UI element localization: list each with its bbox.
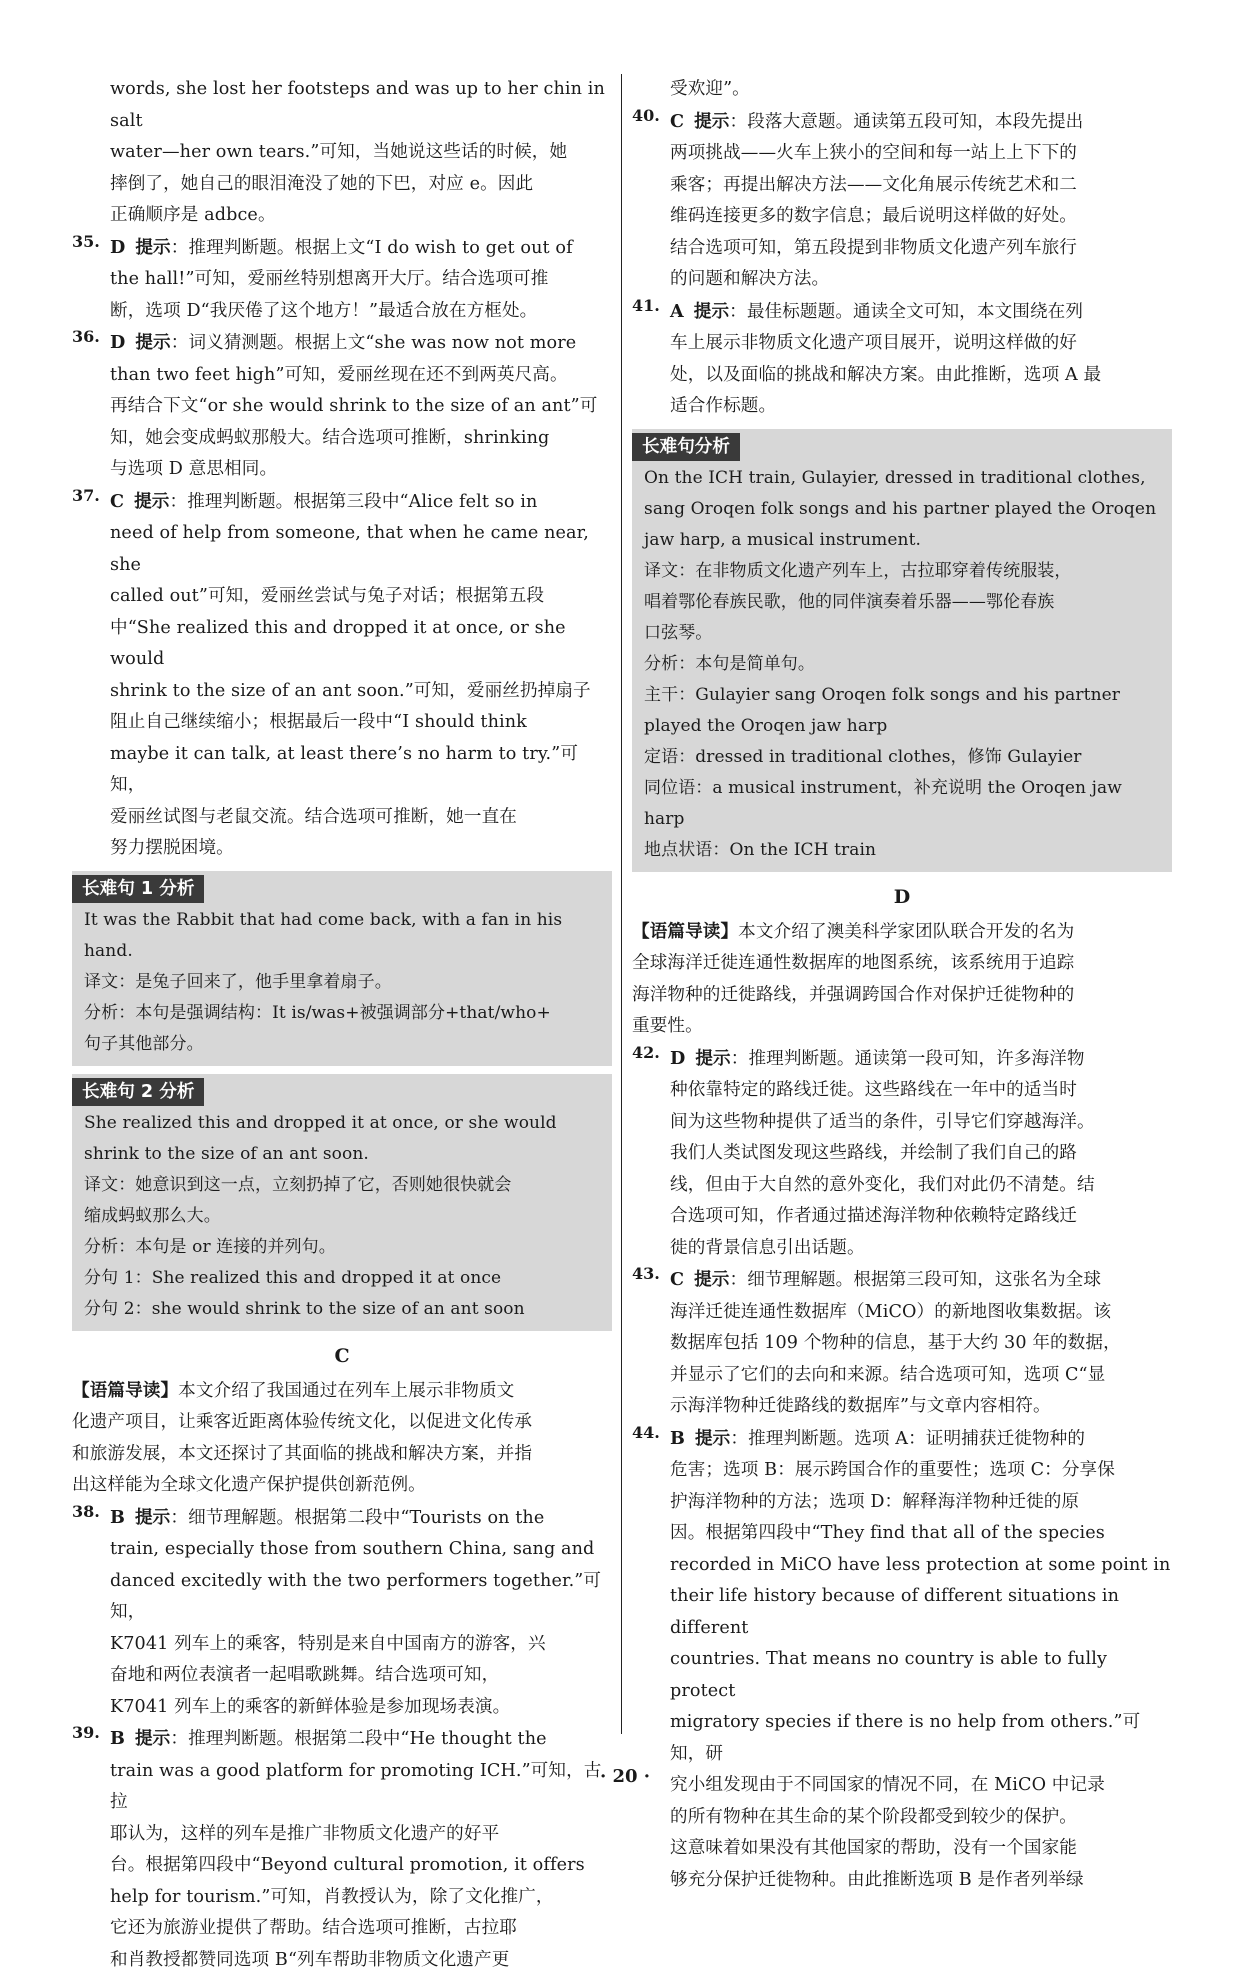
- text-line: 处，以及面临的挑战和解决方案。由此推断，选项 A 最: [670, 360, 1172, 392]
- text-line: 和旅游发展，本文还探讨了其面临的挑战和解决方案，并指: [72, 1439, 612, 1471]
- text-line: 36.: [72, 327, 100, 346]
- text-line: 44.: [632, 1423, 660, 1442]
- text-line: 够充分保护迁徙物种。由此推断选项 B 是作者列举绿: [670, 1865, 1172, 1897]
- text-line: ：段落大意题。通读第五段可知，本段先提出: [730, 112, 1084, 132]
- text-line: 本文介绍了澳美科学家团队联合开发的名为: [738, 922, 1074, 942]
- text-line: 提示: [695, 1048, 730, 1069]
- text-line: 海洋物种的迁徙路线，并强调跨国合作对保护迁徙物种的: [632, 980, 1172, 1012]
- sentence-analysis-box-3: [632, 429, 1172, 872]
- text-line: 提示: [135, 332, 170, 353]
- column-divider: [621, 74, 622, 1734]
- text-line: called out”可知，爱丽丝尝试与兔子对话；根据第五段: [110, 581, 612, 613]
- text-line: 适合作标题。: [670, 391, 1172, 423]
- text-line: 35.: [72, 232, 100, 251]
- sentence-analysis-box-2: [72, 1074, 612, 1331]
- answer-37: [72, 486, 612, 865]
- text-line: ：最佳标题题。通读全文可知，本文围绕在列: [729, 302, 1083, 322]
- left-column: [72, 74, 612, 1976]
- text-line: 全球海洋迁徙连通性数据库的地图系统，该系统用于追踪: [632, 948, 1172, 980]
- text-line: C: [670, 1269, 684, 1290]
- text-line: 【语篇导读】: [72, 1380, 178, 1401]
- text-line: 出这样能为全球文化遗产保护提供创新范例。: [72, 1470, 612, 1502]
- sentence-analysis-box-1: [72, 871, 612, 1066]
- text-line: 地点状语：On the ICH train: [644, 835, 1160, 866]
- passage-guide-d: [632, 916, 1172, 1043]
- text-line: 提示: [135, 237, 170, 258]
- text-line: 因。根据第四段中“They find that all of the species: [670, 1518, 1172, 1550]
- text-line: 与选项 D 意思相同。: [110, 454, 612, 486]
- section-heading-c: C: [72, 1339, 612, 1373]
- text-line: ：推理判断题。根据第三段中“Alice felt so in: [170, 492, 538, 512]
- text-line: the hall!”可知，爱丽丝特别想离开大厅。结合选项可推: [110, 264, 612, 296]
- box-title: 长难句分析: [632, 433, 740, 461]
- text-line: 和肖教授都赞同选项 B“列车帮助非物质文化遗产更: [110, 1945, 612, 1976]
- text-line: water—her own tears.”可知，当她说这些话的时候，她: [110, 137, 612, 169]
- text-line: 维码连接更多的数字信息；最后说明这样做的好处。: [670, 201, 1172, 233]
- text-line: 究小组发现由于不同国家的情况不同，在 MiCO 中记录: [670, 1770, 1172, 1802]
- text-line: ：推理判断题。选项 A：证明捕获迁徙物种的: [730, 1429, 1085, 1449]
- text-line: 提示: [694, 111, 729, 132]
- text-line: 的所有物种在其生命的某个阶段都受到较少的保护。: [670, 1802, 1172, 1834]
- text-line: 海洋迁徙连通性数据库（MiCO）的新地图收集数据。该: [670, 1297, 1172, 1329]
- text-line: shrink to the size of an ant soon.”可知，爱丽丝扔掉扇子: [110, 676, 612, 708]
- text-line: shrink to the size of an ant soon.: [84, 1139, 600, 1170]
- page-number: · 20 ·: [0, 1766, 1250, 1787]
- passage-guide-c: [72, 1375, 612, 1502]
- text-line: 它还为旅游业提供了帮助。结合选项可推断，古拉耶: [110, 1913, 612, 1945]
- text-line: 数据库包括 109 个物种的信息，基于大约 30 年的数据，: [670, 1328, 1172, 1360]
- text-line: 分析：本句是 or 连接的并列句。: [84, 1232, 600, 1263]
- text-line: ：细节理解题。根据第二段中“Tourists on the: [170, 1508, 544, 1528]
- text-line: 主干：Gulayier sang Oroqen folk songs and his partner: [644, 680, 1160, 711]
- text-line: 合选项可知，作者通过描述海洋物种依赖特定路线迁: [670, 1201, 1172, 1233]
- text-line: A: [670, 301, 684, 322]
- text-line: B: [110, 1728, 125, 1749]
- text-line: 提示: [694, 1269, 729, 1290]
- text-line: She realized this and dropped it at once, or she would: [84, 1108, 600, 1139]
- text-line: 爱丽丝试图与老鼠交流。结合选项可推断，她一直在: [110, 802, 612, 834]
- text-line: 徙的背景信息引出话题。: [670, 1233, 1172, 1265]
- text-line: their life history because of different situations in different: [670, 1581, 1172, 1644]
- text-line: 示海洋物种迁徙路线的数据库”与文章内容相符。: [670, 1391, 1172, 1423]
- text-line: 化遗产项目，让乘客近距离体验传统文化，以促进文化传承: [72, 1407, 612, 1439]
- text-line: 中“She realized this and dropped it at once, or she would: [110, 613, 612, 676]
- text-line: 车上展示非物质文化遗产项目展开，说明这样做的好: [670, 328, 1172, 360]
- text-line: 努力摆脱困境。: [110, 833, 612, 865]
- text-line: 摔倒了，她自己的眼泪淹没了她的下巴，对应 e。因此: [110, 169, 612, 201]
- text-line: 正确顺序是 adbce。: [110, 200, 612, 232]
- text-line: 【语篇导读】: [632, 921, 738, 942]
- text-line: 38.: [72, 1502, 100, 1521]
- text-line: 缩成蚂蚁那么大。: [84, 1201, 600, 1232]
- text-line: 危害；选项 B：展示跨国合作的重要性；选项 C：分享保: [670, 1455, 1172, 1487]
- text-line: 种依靠特定的路线迁徙。这些路线在一年中的适当时: [670, 1075, 1172, 1107]
- text-line: 阻止自己继续缩小；根据最后一段中“I should think: [110, 707, 612, 739]
- answer-39: [72, 1723, 612, 1976]
- continued-text: [72, 74, 612, 232]
- text-line: migratory species if there is no help from others.”可知，研: [670, 1707, 1172, 1770]
- text-line: K7041 列车上的乘客的新鲜体验是参加现场表演。: [110, 1692, 612, 1724]
- text-line: 定语：dressed in traditional clothes，修饰 Gulayier: [644, 742, 1160, 773]
- text-line: maybe it can talk, at least there’s no harm to try.”可知，: [110, 739, 612, 802]
- text-line: ：推理判断题。根据上文“I do wish to get out of: [171, 238, 573, 258]
- text-line: recorded in MiCO have less protection at some point in: [670, 1550, 1172, 1582]
- text-line: need of help from someone, that when he came near, she: [110, 518, 612, 581]
- text-line: B: [670, 1428, 685, 1449]
- text-line: C: [110, 491, 124, 512]
- text-line: 线，但由于大自然的意外变化，我们对此仍不清楚。结: [670, 1170, 1172, 1202]
- text-line: ：推理判断题。通读第一段可知，许多海洋物: [731, 1049, 1085, 1069]
- text-line: 40.: [632, 106, 660, 125]
- text-line: 37.: [72, 486, 100, 505]
- text-line: ：推理判断题。根据第二段中“He thought the: [170, 1729, 546, 1749]
- text-line: danced excitedly with the two performers together.”可知，: [110, 1566, 612, 1629]
- answer-40: [632, 106, 1172, 296]
- text-line: 译文：在非物质文化遗产列车上，古拉耶穿着传统服装，: [644, 556, 1160, 587]
- text-line: train, especially those from southern China, sang and: [110, 1534, 612, 1566]
- text-line: 两项挑战——火车上狭小的空间和每一站上上下下的: [670, 138, 1172, 170]
- answer-36: [72, 327, 612, 486]
- text-line: 唱着鄂伦春族民歌，他的同伴演奏着乐器——鄂伦春族: [644, 587, 1160, 618]
- text-line: K7041 列车上的乘客，特别是来自中国南方的游客，兴: [110, 1629, 612, 1661]
- text-line: 分句 2：she would shrink to the size of an ant soon: [84, 1294, 600, 1325]
- box-title: 长难句 2 分析: [72, 1078, 204, 1106]
- text-line: ：词义猜测题。根据上文“she was now not more: [171, 333, 577, 353]
- answer-41: [632, 296, 1172, 423]
- text-line: D: [110, 332, 125, 353]
- text-line: 口弦琴。: [644, 618, 1160, 649]
- text-line: 台。根据第四段中“Beyond cultural promotion, it offers: [110, 1850, 612, 1882]
- text-line: help for tourism.”可知，肖教授认为，除了文化推广，: [110, 1882, 612, 1914]
- text-line: 的问题和解决方法。: [670, 264, 1172, 296]
- text-line: 这意味着如果没有其他国家的帮助，没有一个国家能: [670, 1833, 1172, 1865]
- text-line: 知，她会变成蚂蚁那般大。结合选项可推断，shrinking: [110, 423, 612, 455]
- text-line: 提示: [135, 1507, 170, 1528]
- text-line: 结合选项可知，第五段提到非物质文化遗产列车旅行: [670, 233, 1172, 265]
- section-heading-d: D: [632, 880, 1172, 914]
- text-line: 间为这些物种提供了适当的条件，引导它们穿越海洋。: [670, 1107, 1172, 1139]
- text-line: 重要性。: [632, 1011, 1172, 1043]
- text-line: sang Oroqen folk songs and his partner played the Oroqen: [644, 494, 1160, 525]
- text-line: 分析：本句是简单句。: [644, 649, 1160, 680]
- text-line: 译文：是兔子回来了，他手里拿着扇子。: [84, 967, 600, 998]
- answer-43: [632, 1264, 1172, 1423]
- text-line: C: [670, 111, 684, 132]
- text-line: 译文：她意识到这一点，立刻扔掉了它，否则她很快就会: [84, 1170, 600, 1201]
- continued-text: [632, 74, 1172, 106]
- text-line: 耶认为，这样的列车是推广非物质文化遗产的好平: [110, 1819, 612, 1851]
- answer-38: [72, 1502, 612, 1724]
- text-line: 受欢迎”。: [670, 74, 1172, 106]
- text-line: 提示: [695, 1428, 730, 1449]
- text-line: countries. That means no country is able to fully protect: [670, 1644, 1172, 1707]
- text-line: ：细节理解题。根据第三段可知，这张名为全球: [730, 1270, 1102, 1290]
- text-line: 提示: [135, 1728, 170, 1749]
- answer-44: [632, 1423, 1172, 1897]
- text-line: B: [110, 1507, 125, 1528]
- text-line: 41.: [632, 296, 660, 315]
- text-line: 断，选项 D“我厌倦了这个地方！”最适合放在方框处。: [110, 296, 612, 328]
- text-line: 句子其他部分。: [84, 1029, 600, 1060]
- text-line: 39.: [72, 1723, 100, 1742]
- text-line: 分析：本句是强调结构：It is/was+被强调部分+that/who+: [84, 998, 600, 1029]
- text-line: 奋地和两位表演者一起唱歌跳舞。结合选项可知，: [110, 1660, 612, 1692]
- text-line: It was the Rabbit that had come back, with a fan in his hand.: [84, 905, 600, 967]
- text-line: 乘客；再提出解决方法——文化角展示传统艺术和二: [670, 170, 1172, 202]
- text-line: D: [670, 1048, 685, 1069]
- text-line: D: [110, 237, 125, 258]
- text-line: than two feet high”可知，爱丽丝现在还不到两英尺高。: [110, 360, 612, 392]
- text-line: words, she lost her footsteps and was up to her chin in salt: [110, 74, 612, 137]
- text-line: train was a good platform for promoting ICH.”可知，古拉: [110, 1756, 612, 1819]
- text-line: 同位语：a musical instrument，补充说明 the Oroqen jaw harp: [644, 773, 1160, 835]
- text-line: 并显示了它们的去向和来源。结合选项可知，选项 C“显: [670, 1360, 1172, 1392]
- text-line: On the ICH train, Gulayier, dressed in traditional clothes,: [644, 463, 1160, 494]
- text-line: 提示: [694, 301, 729, 322]
- text-line: 再结合下文“or she would shrink to the size of an ant”可: [110, 391, 612, 423]
- answer-42: [632, 1043, 1172, 1265]
- box-title: 长难句 1 分析: [72, 875, 204, 903]
- text-line: 分句 1：She realized this and dropped it at once: [84, 1263, 600, 1294]
- text-line: 护海洋物种的方法；选项 D：解释海洋物种迁徙的原: [670, 1487, 1172, 1519]
- text-line: 42.: [632, 1043, 660, 1062]
- text-line: 我们人类试图发现这些路线，并绘制了我们自己的路: [670, 1138, 1172, 1170]
- answer-35: [72, 232, 612, 328]
- right-column: [632, 74, 1172, 1896]
- text-line: 提示: [134, 491, 169, 512]
- text-line: 43.: [632, 1264, 660, 1283]
- text-line: jaw harp, a musical instrument.: [644, 525, 1160, 556]
- text-line: played the Oroqen jaw harp: [644, 711, 1160, 742]
- text-line: 本文介绍了我国通过在列车上展示非物质文: [178, 1381, 514, 1401]
